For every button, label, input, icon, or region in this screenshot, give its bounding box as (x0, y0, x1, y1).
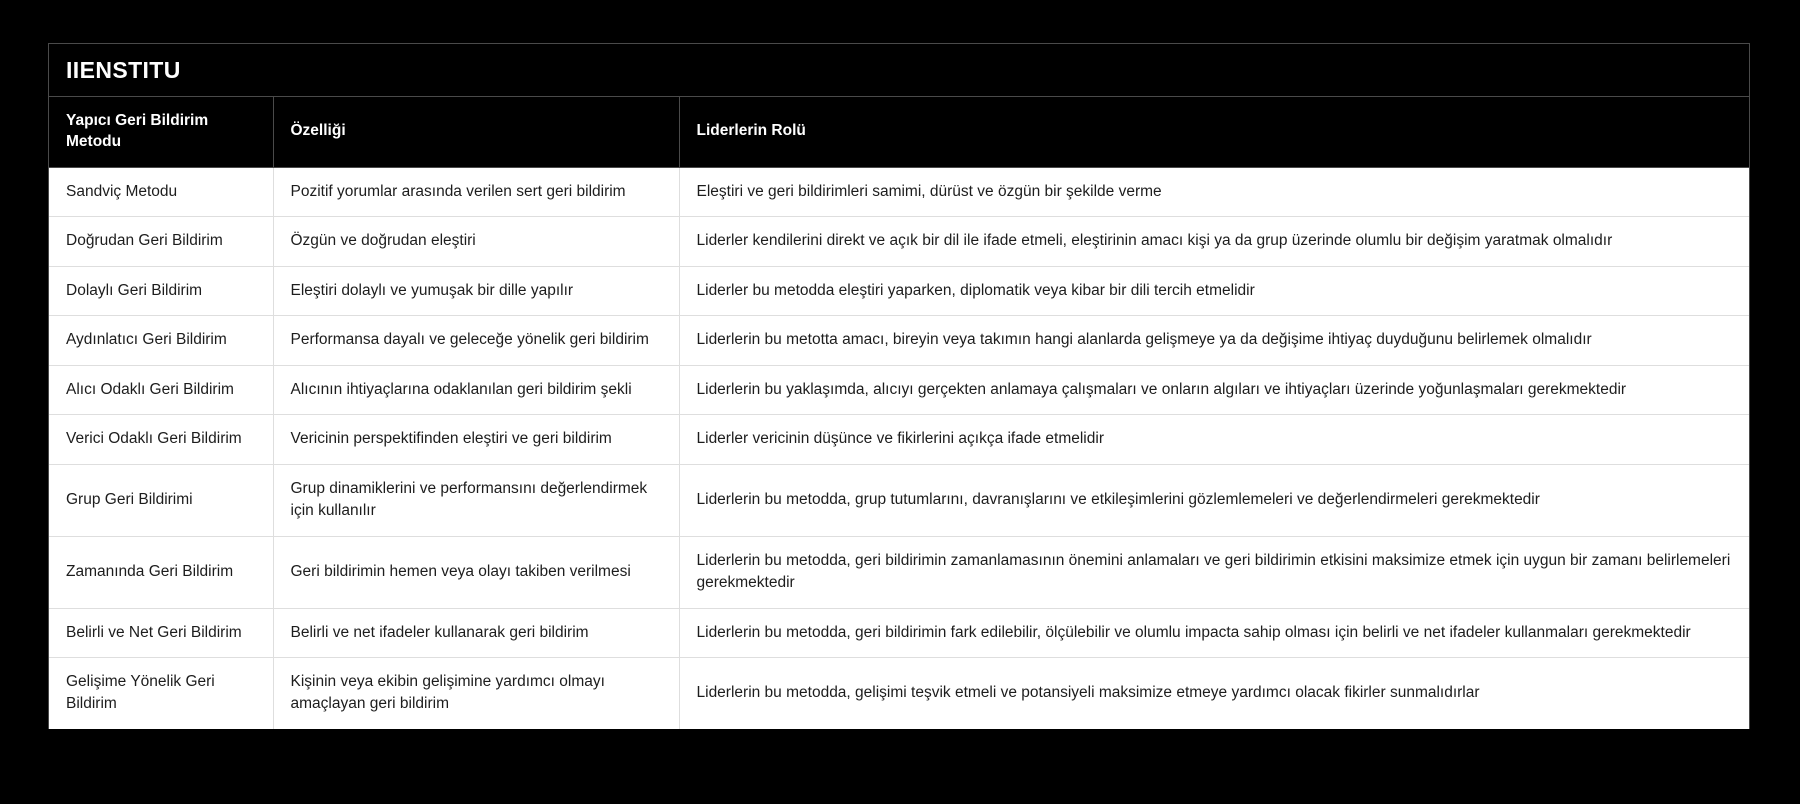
cell-role: Eleştiri ve geri bildirimleri samimi, dürüst ve özgün bir şekilde verme (679, 167, 1749, 216)
cell-role: Liderlerin bu metodda, gelişimi teşvik etmeli ve potansiyeli maksimize etmeye yardımcı olacak fikirler sunmalıdırlar (679, 658, 1749, 729)
column-header-method: Yapıcı Geri Bildirim Metodu (49, 97, 273, 167)
table-body (49, 167, 1749, 729)
table-row (49, 365, 1749, 414)
cell-method: Belirli ve Net Geri Bildirim (49, 608, 273, 657)
cell-method: Grup Geri Bildirimi (49, 464, 273, 536)
brand-title: IIENSTITU (66, 56, 181, 83)
cell-feature: Geri bildirimin hemen veya olayı takiben verilmesi (273, 536, 679, 608)
table-header-row (49, 97, 1749, 167)
cell-role: Liderler bu metodda eleştiri yaparken, diplomatik veya kibar bir dili tercih etmelidir (679, 266, 1749, 315)
table-row (49, 217, 1749, 266)
cell-feature: Belirli ve net ifadeler kullanarak geri bildirim (273, 608, 679, 657)
cell-method: Dolaylı Geri Bildirim (49, 266, 273, 315)
cell-feature: Performansa dayalı ve geleceğe yönelik geri bildirim (273, 316, 679, 365)
table-row (49, 536, 1749, 608)
column-header-role: Liderlerin Rolü (679, 97, 1749, 167)
cell-method: Verici Odaklı Geri Bildirim (49, 415, 273, 464)
brand-bar (49, 44, 1749, 97)
table-row (49, 167, 1749, 216)
cell-feature: Pozitif yorumlar arasında verilen sert geri bildirim (273, 167, 679, 216)
table-row (49, 464, 1749, 536)
table-row (49, 608, 1749, 657)
cell-feature: Grup dinamiklerini ve performansını değerlendirmek için kullanılır (273, 464, 679, 536)
table-card (48, 43, 1750, 729)
cell-method: Gelişime Yönelik Geri Bildirim (49, 658, 273, 729)
cell-method: Doğrudan Geri Bildirim (49, 217, 273, 266)
cell-method: Aydınlatıcı Geri Bildirim (49, 316, 273, 365)
cell-method: Zamanında Geri Bildirim (49, 536, 273, 608)
cell-feature: Özgün ve doğrudan eleştiri (273, 217, 679, 266)
cell-feature: Eleştiri dolaylı ve yumuşak bir dille yapılır (273, 266, 679, 315)
column-header-feature: Özelliği (273, 97, 679, 167)
table-row (49, 658, 1749, 729)
cell-feature: Vericinin perspektifinden eleştiri ve geri bildirim (273, 415, 679, 464)
table-row (49, 316, 1749, 365)
cell-role: Liderler kendilerini direkt ve açık bir dil ile ifade etmeli, eleştirinin amacı kişi ya da grup üzerinde olumlu bir değişim yaratmak olmalıdır (679, 217, 1749, 266)
cell-role: Liderlerin bu metodda, geri bildirimin fark edilebilir, ölçülebilir ve olumlu impacta sahip olması için belirli ve net ifadeler kullanmaları gerekmektedir (679, 608, 1749, 657)
cell-role: Liderlerin bu metotta amacı, bireyin veya takımın hangi alanlarda gelişmeye ya da değişime ihtiyaç duyduğunu belirlemek olmalıdır (679, 316, 1749, 365)
cell-role: Liderlerin bu metodda, geri bildirimin zamanlamasının önemini anlamaları ve geri bildirimin etkisini maksimize etmek için uygun bir zamanı belirlemeleri gerekmektedir (679, 536, 1749, 608)
cell-method: Alıcı Odaklı Geri Bildirim (49, 365, 273, 414)
cell-role: Liderlerin bu yaklaşımda, alıcıyı gerçekten anlamaya çalışmaları ve onların algıları ve ihtiyaçları üzerinde yoğunlaşmaları gerekmektedir (679, 365, 1749, 414)
table-row (49, 415, 1749, 464)
cell-role: Liderler vericinin düşünce ve fikirlerini açıkça ifade etmelidir (679, 415, 1749, 464)
table-head (49, 97, 1749, 167)
cell-role: Liderlerin bu metodda, grup tutumlarını, davranışlarını ve etkileşimlerini gözlemlemeleri ve değerlendirmeleri gerekmektedir (679, 464, 1749, 536)
cell-feature: Alıcının ihtiyaçlarına odaklanılan geri bildirim şekli (273, 365, 679, 414)
table-row (49, 266, 1749, 315)
cell-method: Sandviç Metodu (49, 167, 273, 216)
feedback-methods-table (49, 97, 1749, 729)
cell-feature: Kişinin veya ekibin gelişimine yardımcı olmayı amaçlayan geri bildirim (273, 658, 679, 729)
